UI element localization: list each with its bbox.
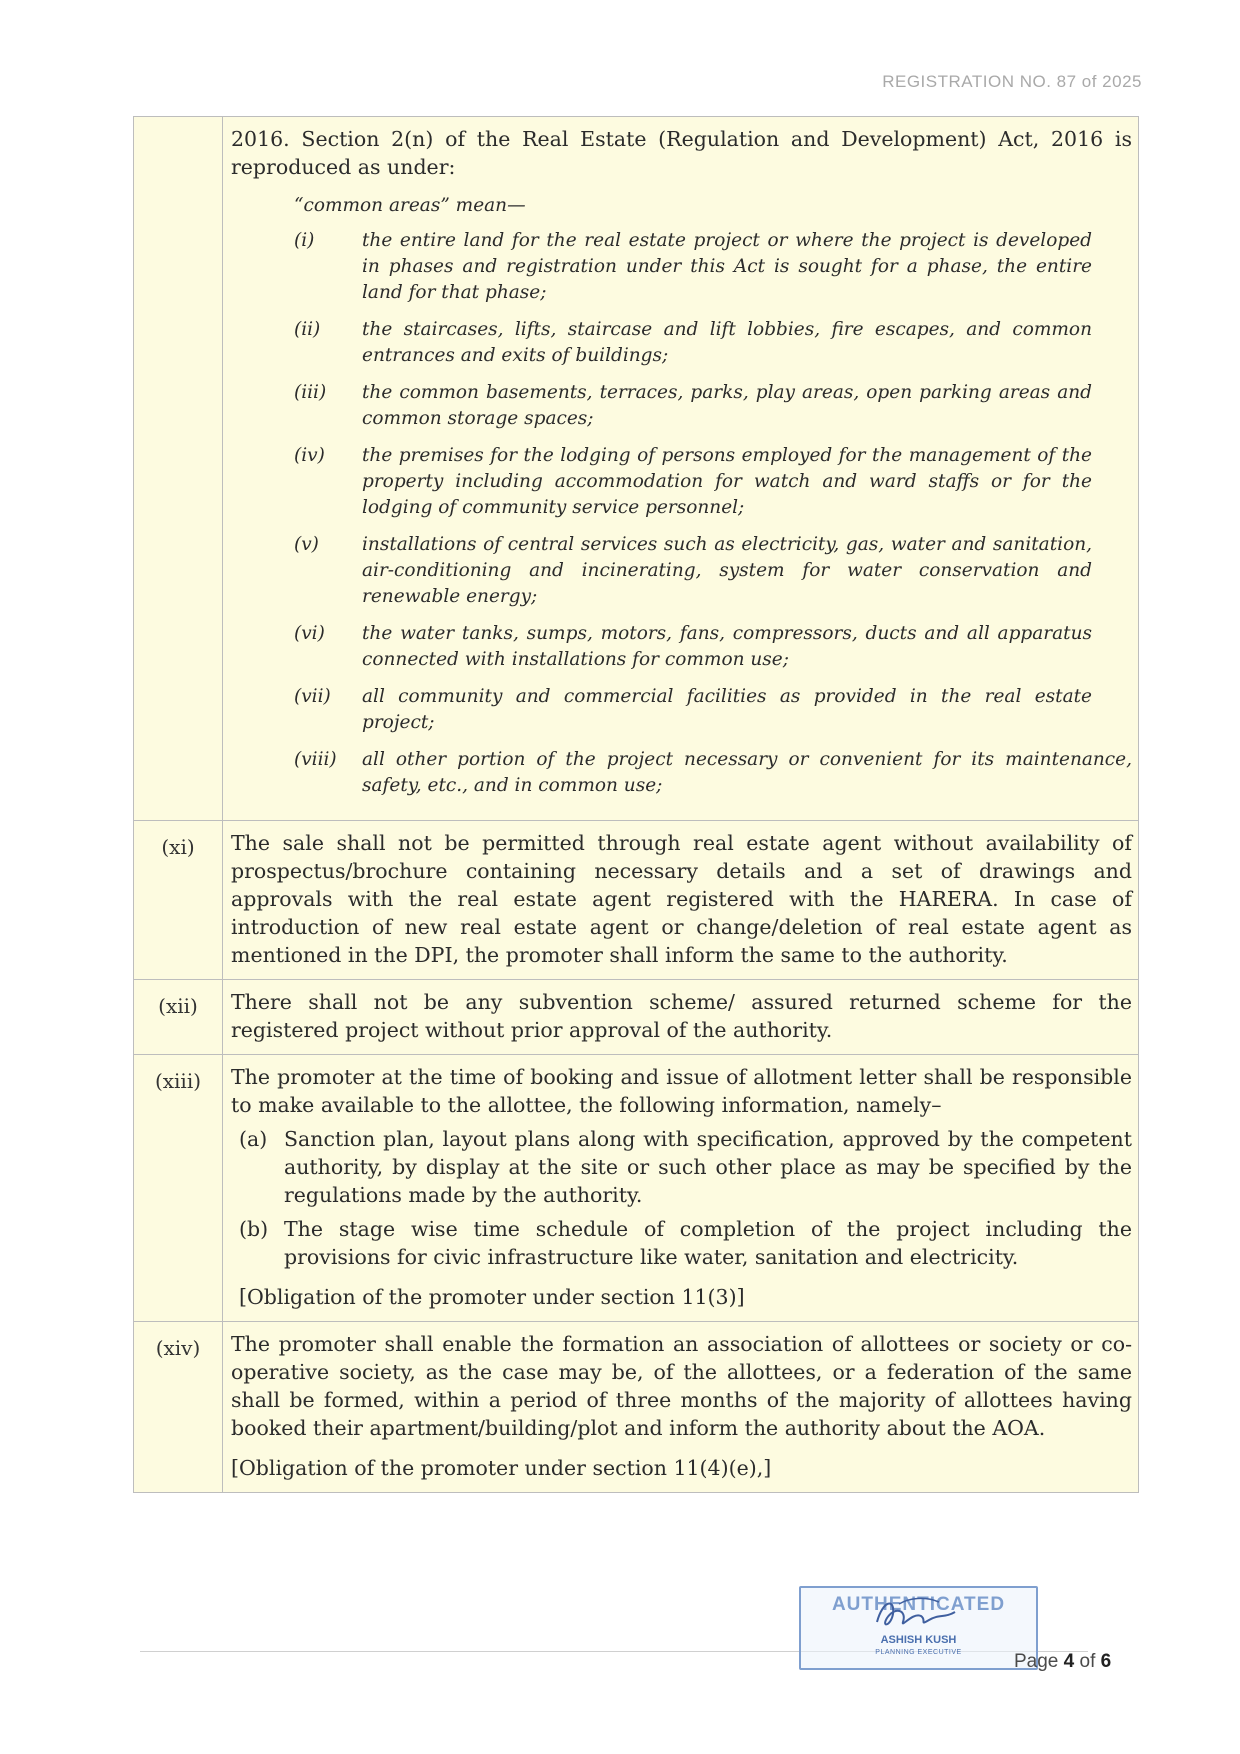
list-item-label: (b) [239, 1217, 269, 1241]
list-item-label: (a) [239, 1127, 268, 1151]
definition-number: (ii) [294, 319, 321, 340]
table-row [134, 1055, 1139, 1322]
definition-text: all community and commercial facilities as provided in the real estate project; [362, 686, 1092, 733]
page-total: 6 [1100, 1651, 1112, 1672]
stamp-heading: AUTHENTICATED [831, 1594, 1006, 1615]
row-number [134, 117, 223, 821]
table-row [134, 821, 1139, 980]
definition-item [294, 443, 1132, 521]
condition-text: The promoter shall enable the formation an association of allottees or society or co-operative society, as the case may be, of the allottees, or a federation of the same shall be formed, within a period of three months of the majority of allottees having booked their apartment/building/plot and inform the authority about the AOA. [231, 1332, 1132, 1440]
table-row [134, 1322, 1139, 1493]
row-content [223, 117, 1139, 821]
definition-item [294, 621, 1132, 673]
definition-item [294, 684, 1132, 736]
definition-number: (vi) [294, 623, 325, 644]
row-number: (xiv) [134, 1322, 223, 1493]
definition-text: the entire land for the real estate project or where the project is developed in phases and registration under this Act is sought for a phase, the entire land for that phase; [362, 230, 1092, 303]
authentication-stamp [799, 1586, 1038, 1670]
definition-text: all other portion of the project necessary or convenient for its maintenance, safety, etc., and in common use; [362, 749, 1132, 796]
row-number: (xiii) [134, 1055, 223, 1322]
page-number [1014, 1651, 1111, 1673]
row-number: (xi) [134, 821, 223, 980]
definition-item [294, 317, 1132, 369]
definition-text: the common basements, terraces, parks, play areas, open parking areas and common storage spaces; [362, 382, 1092, 429]
definition-number: (i) [294, 230, 315, 251]
definition-text: the staircases, lifts, staircase and lift lobbies, fire escapes, and common entrances and exits of buildings; [362, 319, 1092, 366]
definition-number: (iii) [294, 382, 327, 403]
definition-label: “common areas” mean— [294, 195, 526, 216]
table-row [134, 117, 1139, 821]
obligation-note: [Obligation of the promoter under section 11(4)(e),] [231, 1456, 772, 1480]
definition-number: (iv) [294, 445, 325, 466]
list-item-text: The stage wise time schedule of completion of the project including the provisions for civic infrastructure like water, sanitation and electricity. [284, 1217, 1132, 1269]
registration-number: REGISTRATION NO. 87 of 2025 [882, 72, 1142, 91]
definition-text: installations of central services such as electricity, gas, water and sanitation, air-conditioning and incinerating, system for water conservation and renewable energy; [362, 534, 1092, 607]
definition-number: (vii) [294, 686, 331, 707]
definition-item [294, 747, 1132, 799]
list-item [239, 1215, 1132, 1271]
definition-item [294, 380, 1132, 432]
condition-text: The promoter at the time of booking and issue of allotment letter shall be responsible to make available to the allottee, the following information, namely– [231, 1065, 1132, 1117]
table-row [134, 980, 1139, 1055]
conditions-table [133, 116, 1139, 1493]
page-current: 4 [1063, 1651, 1075, 1672]
row-content [223, 1055, 1139, 1322]
definition-number: (v) [294, 534, 319, 555]
definition-item [294, 228, 1132, 306]
definition-number: (viii) [294, 749, 337, 770]
condition-text: There shall not be any subvention scheme/ assured returned scheme for the registered project without prior approval of the authority. [231, 990, 1132, 1042]
page-prefix: Page [1014, 1651, 1059, 1672]
definition-text: the water tanks, sumps, motors, fans, compressors, ducts and all apparatus connected with installations for common use; [362, 623, 1092, 670]
page-separator: of [1079, 1651, 1096, 1672]
row-number: (xii) [134, 980, 223, 1055]
row-content [223, 1322, 1139, 1493]
list-item-text: Sanction plan, layout plans along with specification, approved by the competent authority, by display at the site or such other place as may be specified by the regulations made by the authority. [284, 1127, 1132, 1207]
list-item [239, 1125, 1132, 1209]
row-content [223, 980, 1139, 1055]
condition-text: The sale shall not be permitted through real estate agent without availability of prospectus/brochure containing necessary details and a set of drawings and approvals with the real estate agent registered with the HARERA. In case of introduction of new real estate agent or change/deletion of real estate agent as mentioned in the DPI, the promoter shall inform the same to the authority. [231, 831, 1132, 967]
stamp-role: PLANNING EXECUTIVE [875, 1649, 962, 1656]
definition-text: the premises for the lodging of persons employed for the management of the property including accommodation for watch and ward staffs or for the lodging of community service personnel; [362, 445, 1092, 518]
section-intro: 2016. Section 2(n) of the Real Estate (Regulation and Development) Act, 2016 is reproduced as under: [231, 127, 1132, 179]
row-content [223, 821, 1139, 980]
stamp-name: ASHISH KUSH [880, 1634, 957, 1646]
definition-item [294, 532, 1132, 610]
obligation-note: [Obligation of the promoter under section 11(3)] [239, 1285, 745, 1309]
signature-icon [869, 1592, 969, 1636]
